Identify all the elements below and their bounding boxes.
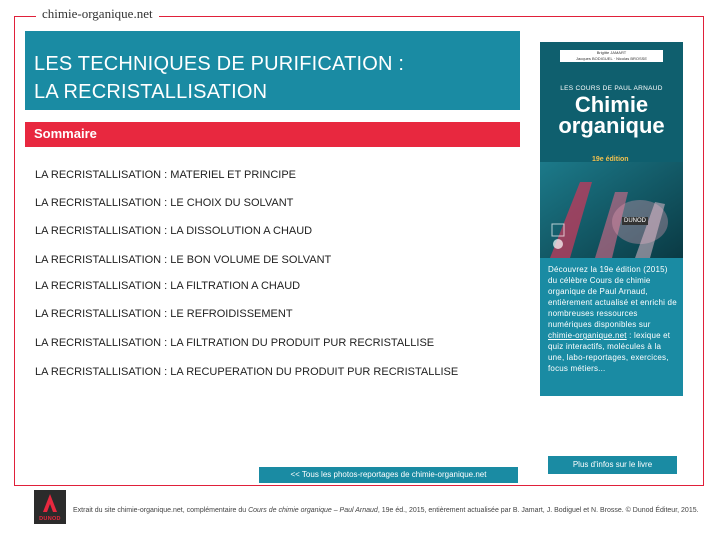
promo-site-link[interactable]: chimie-organique.net bbox=[548, 331, 627, 340]
all-reports-link[interactable]: << Tous les photos-reportages de chimie-organique.net bbox=[259, 467, 518, 483]
page-title bbox=[34, 50, 404, 106]
toc-item-materiel[interactable]: LA RECRISTALLISATION : MATERIEL ET PRINCIPE bbox=[35, 169, 297, 181]
title-box bbox=[25, 31, 520, 110]
book-series: LES COURS DE PAUL ARNAUD bbox=[560, 85, 663, 92]
dunod-logo-label: DUNOD bbox=[39, 516, 61, 522]
footer-text-part-2: , 19e éd., 2015, entièrement actualisée par B. Jamart, J. Bodiguel et N. Brosse. © Dunod Éditeur, 2015. bbox=[377, 507, 699, 514]
site-tag: chimie-organique.net bbox=[36, 6, 159, 22]
title-line-2: LA RECRISTALLISATION bbox=[34, 81, 268, 103]
promo-box bbox=[540, 258, 683, 396]
promo-text bbox=[548, 264, 678, 374]
toc-item-volume-solvant[interactable]: LA RECRISTALLISATION : LE BON VOLUME DE SOLVANT bbox=[35, 254, 332, 266]
toc-item-dissolution[interactable]: LA RECRISTALLISATION : LA DISSOLUTION A CHAUD bbox=[35, 225, 313, 237]
book-author-1: Brigitte JAMART bbox=[596, 50, 627, 55]
footer-credit bbox=[73, 506, 713, 516]
toc-item-refroidissement[interactable]: LA RECRISTALLISATION : LE REFROIDISSEMENT bbox=[35, 308, 293, 320]
book-title bbox=[540, 94, 683, 136]
promo-text-part-1: Découvrez la 19e édition (2015) du célèbre Cours de chimie organique de Paul Arnaud, entièrement actualisé et enrichi de nombreuses ressources numériques disponibles sur bbox=[548, 265, 677, 329]
footer-text-part-1: Extrait du site chimie-organique.net, complémentaire du bbox=[73, 507, 249, 514]
footer-book-title: Cours de chimie organique – Paul Arnaud bbox=[248, 507, 378, 514]
title-line-1: LES TECHNIQUES DE PURIFICATION : bbox=[34, 53, 405, 75]
book-title-line-1: Chimie bbox=[574, 92, 649, 117]
book-edition: 19e édition bbox=[592, 156, 629, 163]
glassware-illustration-icon bbox=[540, 162, 683, 258]
dunod-emblem-icon bbox=[34, 490, 66, 516]
promo-text-part-2: : lexique et quiz interactifs, molécules à la une, labo-reportages, exercices, focus métiers... bbox=[548, 331, 671, 373]
book-cover[interactable] bbox=[540, 42, 683, 258]
sommaire-bar bbox=[25, 122, 520, 147]
more-info-button[interactable]: Plus d'infos sur le livre bbox=[548, 456, 677, 474]
toc-item-choix-solvant[interactable]: LA RECRISTALLISATION : LE CHOIX DU SOLVANT bbox=[35, 197, 294, 209]
book-author-2: Jacques BODIGUEL · Nicolas BROSSE bbox=[576, 56, 647, 61]
book-authors bbox=[560, 50, 663, 62]
book-title-line-2: organique bbox=[558, 113, 665, 138]
toc-item-filtration-produit[interactable]: LA RECRISTALLISATION : LA FILTRATION DU PRODUIT PUR RECRISTALLISE bbox=[35, 337, 435, 349]
toc-item-recuperation[interactable]: LA RECRISTALLISATION : LA RECUPERATION DU PRODUIT PUR RECRISTALLISE bbox=[35, 366, 459, 378]
sommaire-label: Sommaire bbox=[34, 126, 97, 141]
toc-item-filtration-chaud[interactable]: LA RECRISTALLISATION : LA FILTRATION A CHAUD bbox=[35, 280, 301, 292]
book-publisher: DUNOD bbox=[624, 218, 646, 224]
dunod-logo bbox=[34, 490, 66, 524]
